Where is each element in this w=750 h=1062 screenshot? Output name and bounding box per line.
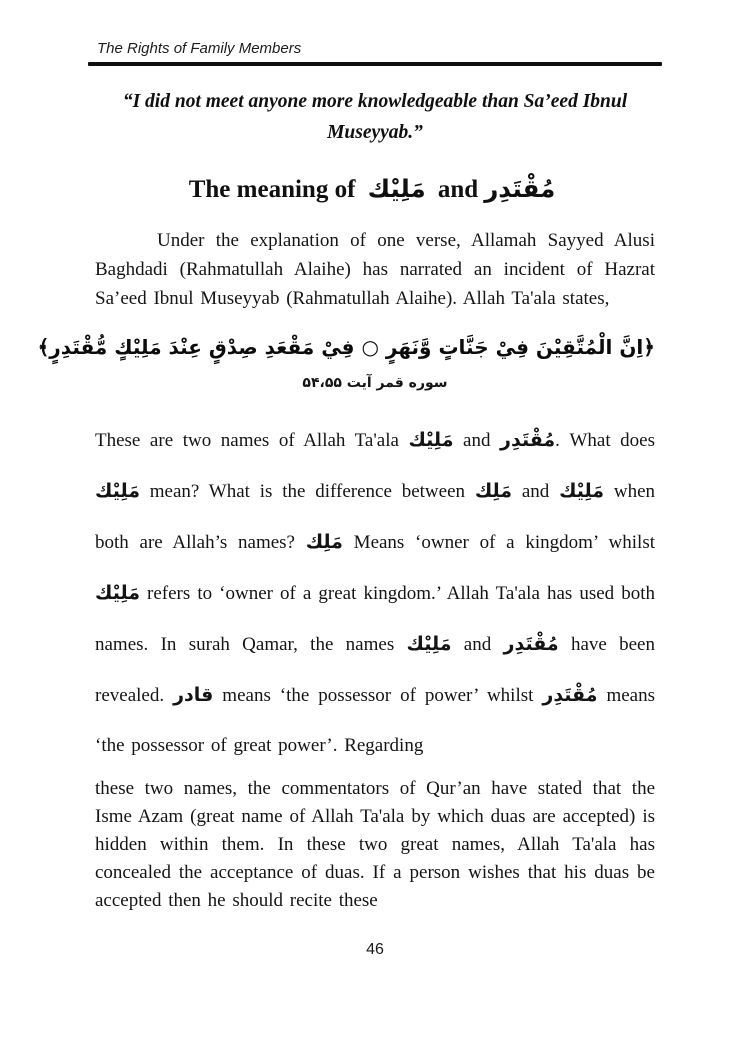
body-paragraph-lower: these two names, the commentators of Qur’an have stated that the Isme Azam (great name of Allah Ta'ala by which duas are accepted) is hidden within them. In these two great names, Allah Ta'ala has concealed the acceptance of duas. If a person wishes that his duas be accepted then he should recite these xyxy=(95,778,655,911)
header-rule xyxy=(88,62,662,66)
body-text-segment: mean? What is the difference between xyxy=(139,481,475,502)
arabic-term-inline: مَلِيْك xyxy=(559,480,605,502)
section-heading-prefix: The meaning of xyxy=(188,176,356,203)
body-text-segment: and xyxy=(451,634,504,655)
arabic-term-inline: مَلِك xyxy=(305,531,343,553)
arabic-term-inline: مَلِيْك xyxy=(408,429,454,451)
arabic-term-inline: مَلِيْك xyxy=(95,480,140,502)
body-text-segment: Means ‘owner of a kingdom’ whilst xyxy=(342,532,655,553)
body-text-segment: and xyxy=(512,481,560,502)
arabic-term-inline: مَلِك xyxy=(474,480,513,502)
body-paragraph-upper xyxy=(95,415,655,771)
section-heading-conjunction: and xyxy=(437,176,479,203)
body-text-segment: when both are Allah’s names? xyxy=(95,481,656,553)
arabic-term-inline: مَلِيْك xyxy=(406,633,452,655)
body-text-segment: means ‘the possessor of power’ whilst xyxy=(213,685,543,706)
intro-paragraph: Under the explanation of one verse, Allamah Sayyed Alusi Baghdadi (Rahmatullah Alaihe) has narrated an incident of Hazrat Sa’eed Ibnul Museyyab (Rahmatullah Alaihe). Allah Ta'ala states, xyxy=(95,230,655,309)
body-text-segment: . What does xyxy=(555,430,655,451)
arabic-term-inline: مُقْتَدِر xyxy=(503,633,559,655)
body-text-segment: have been revealed. xyxy=(95,634,655,706)
opening-quote: “I did not meet anyone more knowledgeable than Sa’eed Ibnul Museyyab.” xyxy=(122,91,628,143)
arabic-term-inline: مُقْتَدِر xyxy=(542,684,598,706)
section-heading xyxy=(95,174,655,204)
arabic-term-inline: قادر xyxy=(173,684,214,706)
body-text-segment: These are two names of Allah Ta'ala xyxy=(95,430,409,451)
arabic-term-muqtadir: مُقْتَدِر xyxy=(484,174,556,203)
running-header: The Rights of Family Members xyxy=(97,40,302,57)
arabic-term-inline: مَلِيْك xyxy=(95,582,140,604)
body-text-segment: means ‘the possessor of great power’. Regarding xyxy=(95,685,656,756)
body-text-segment: refers to ‘owner of a great kingdom.’ Allah Ta'ala has used both names. In surah Qamar, the names xyxy=(95,583,655,655)
quran-verse: ﴿اِنَّ الْمُتَّقِيْنَ فِيْ جَنَّاتٍ وَّنَهَرٍ ○ فِيْ مَقْعَدِ صِدْقٍ عِنْدَ مَلِيْكٍ مُّقْتَدِرٍ﴾ xyxy=(37,335,655,359)
arabic-term-maleek: مَلِيْك xyxy=(367,174,426,203)
page-number: 46 xyxy=(366,941,384,958)
verse-reference: سوره قمر آیت ۵۴،۵۵ xyxy=(302,375,448,391)
arabic-term-inline: مُقْتَدِر xyxy=(500,429,556,451)
body-text-segment: and xyxy=(453,430,501,451)
